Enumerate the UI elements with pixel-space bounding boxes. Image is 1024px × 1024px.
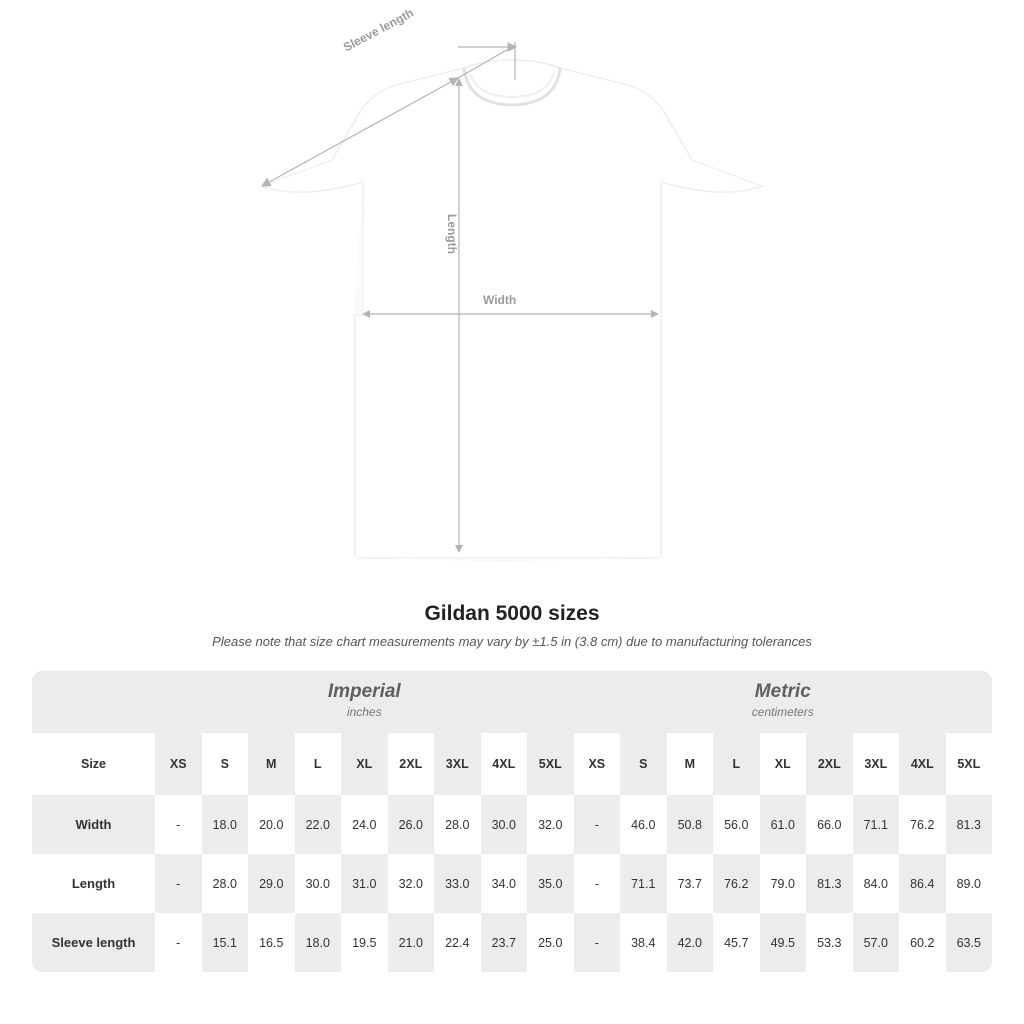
cell-sleeve-imperial-2xl: 21.0 — [388, 913, 435, 972]
cell-width-imperial-2xl: 26.0 — [388, 795, 435, 854]
cell-width-metric-xs: - — [574, 795, 621, 854]
cell-sleeve-metric-xl: 49.5 — [760, 913, 807, 972]
cell-sleeve-metric-4xl: 60.2 — [899, 913, 946, 972]
size-header-imperial-m: M — [248, 733, 295, 795]
page-subtitle: Please note that size chart measurements may vary by ±1.5 in (3.8 cm) due to manufacturing tolerances — [212, 634, 812, 649]
cell-sleeve-imperial-m: 16.5 — [248, 913, 295, 972]
size-header-imperial-xs: XS — [155, 733, 202, 795]
size-header-imperial-4xl: 4XL — [481, 733, 528, 795]
cell-width-imperial-3xl: 28.0 — [434, 795, 481, 854]
size-header-imperial-s: S — [202, 733, 249, 795]
cell-width-metric-2xl: 66.0 — [806, 795, 853, 854]
system-metric-unit: centimeters — [751, 705, 814, 720]
row-label-length: Length — [32, 854, 155, 913]
cell-width-imperial-xl: 24.0 — [341, 795, 388, 854]
system-imperial-name: Imperial — [327, 681, 401, 703]
cell-length-imperial-xl: 31.0 — [341, 854, 388, 913]
cell-length-metric-5xl: 89.0 — [946, 854, 992, 913]
size-header-imperial-l: L — [295, 733, 342, 795]
cell-length-metric-l: 76.2 — [713, 854, 760, 913]
cell-length-metric-3xl: 84.0 — [853, 854, 900, 913]
cell-width-imperial-4xl: 30.0 — [481, 795, 528, 854]
cell-sleeve-metric-s: 38.4 — [620, 913, 667, 972]
cell-width-metric-m: 50.8 — [667, 795, 714, 854]
cell-length-imperial-xs: - — [155, 854, 202, 913]
size-header-imperial-3xl: 3XL — [434, 733, 481, 795]
size-header-imperial-5xl: 5XL — [527, 733, 574, 795]
cell-length-imperial-s: 28.0 — [202, 854, 249, 913]
size-corner-label: Size — [32, 733, 155, 795]
size-chart-table-wrap — [32, 671, 992, 972]
cell-length-metric-xs: - — [574, 854, 621, 913]
cell-length-metric-s: 71.1 — [620, 854, 667, 913]
cell-width-metric-4xl: 76.2 — [899, 795, 946, 854]
page-title: Gildan 5000 sizes — [424, 602, 600, 625]
size-header-metric-2xl: 2XL — [806, 733, 853, 795]
row-label-sleeve-length: Sleeve length — [32, 913, 155, 972]
cell-sleeve-imperial-s: 15.1 — [202, 913, 249, 972]
cell-sleeve-imperial-4xl: 23.7 — [481, 913, 528, 972]
size-header-metric-l: L — [713, 733, 760, 795]
cell-width-metric-3xl: 71.1 — [853, 795, 900, 854]
cell-sleeve-imperial-3xl: 22.4 — [434, 913, 481, 972]
size-header-imperial-xl: XL — [341, 733, 388, 795]
cell-width-metric-5xl: 81.3 — [946, 795, 992, 854]
cell-sleeve-imperial-xs: - — [155, 913, 202, 972]
system-imperial-cell — [155, 671, 574, 733]
cell-width-imperial-l: 22.0 — [295, 795, 342, 854]
cell-width-imperial-5xl: 32.0 — [527, 795, 574, 854]
cell-sleeve-metric-2xl: 53.3 — [806, 913, 853, 972]
size-header-metric-xs: XS — [574, 733, 621, 795]
size-header-metric-4xl: 4XL — [899, 733, 946, 795]
cell-width-imperial-xs: - — [155, 795, 202, 854]
cell-width-metric-xl: 61.0 — [760, 795, 807, 854]
row-label-width: Width — [32, 795, 155, 854]
size-chart-table — [32, 671, 992, 972]
size-header-metric-xl: XL — [760, 733, 807, 795]
cell-sleeve-metric-l: 45.7 — [713, 913, 760, 972]
system-header-row — [32, 671, 992, 733]
cell-length-imperial-3xl: 33.0 — [434, 854, 481, 913]
cell-width-metric-l: 56.0 — [713, 795, 760, 854]
size-header-metric-m: M — [667, 733, 714, 795]
tshirt-shape — [262, 60, 762, 561]
cell-sleeve-metric-m: 42.0 — [667, 913, 714, 972]
cell-sleeve-metric-5xl: 63.5 — [946, 913, 992, 972]
size-header-row — [32, 733, 992, 795]
system-corner-cell — [32, 671, 155, 733]
table-row — [32, 795, 992, 854]
size-header-imperial-2xl: 2XL — [388, 733, 435, 795]
cell-sleeve-metric-xs: - — [574, 913, 621, 972]
cell-length-imperial-m: 29.0 — [248, 854, 295, 913]
table-row — [32, 913, 992, 972]
cell-length-imperial-l: 30.0 — [295, 854, 342, 913]
cell-sleeve-imperial-l: 18.0 — [295, 913, 342, 972]
table-row — [32, 854, 992, 913]
cell-width-metric-s: 46.0 — [620, 795, 667, 854]
cell-length-metric-4xl: 86.4 — [899, 854, 946, 913]
cell-length-metric-m: 73.7 — [667, 854, 714, 913]
cell-length-imperial-5xl: 35.0 — [527, 854, 574, 913]
system-metric-name: Metric — [754, 681, 811, 703]
cell-length-metric-2xl: 81.3 — [806, 854, 853, 913]
cell-sleeve-metric-3xl: 57.0 — [853, 913, 900, 972]
sleeve-length-label: Sleeve length — [341, 5, 416, 55]
cell-width-imperial-m: 20.0 — [248, 795, 295, 854]
cell-sleeve-imperial-xl: 19.5 — [341, 913, 388, 972]
cell-length-imperial-2xl: 32.0 — [388, 854, 435, 913]
system-imperial-unit: inches — [346, 705, 382, 720]
length-label: Length — [445, 214, 459, 254]
cell-sleeve-imperial-5xl: 25.0 — [527, 913, 574, 972]
cell-length-imperial-4xl: 34.0 — [481, 854, 528, 913]
cell-width-imperial-s: 18.0 — [202, 795, 249, 854]
size-header-metric-3xl: 3XL — [853, 733, 900, 795]
system-metric-cell — [574, 671, 992, 733]
cell-length-metric-xl: 79.0 — [760, 854, 807, 913]
size-header-metric-5xl: 5XL — [946, 733, 992, 795]
size-header-metric-s: S — [620, 733, 667, 795]
width-label: Width — [483, 293, 517, 307]
